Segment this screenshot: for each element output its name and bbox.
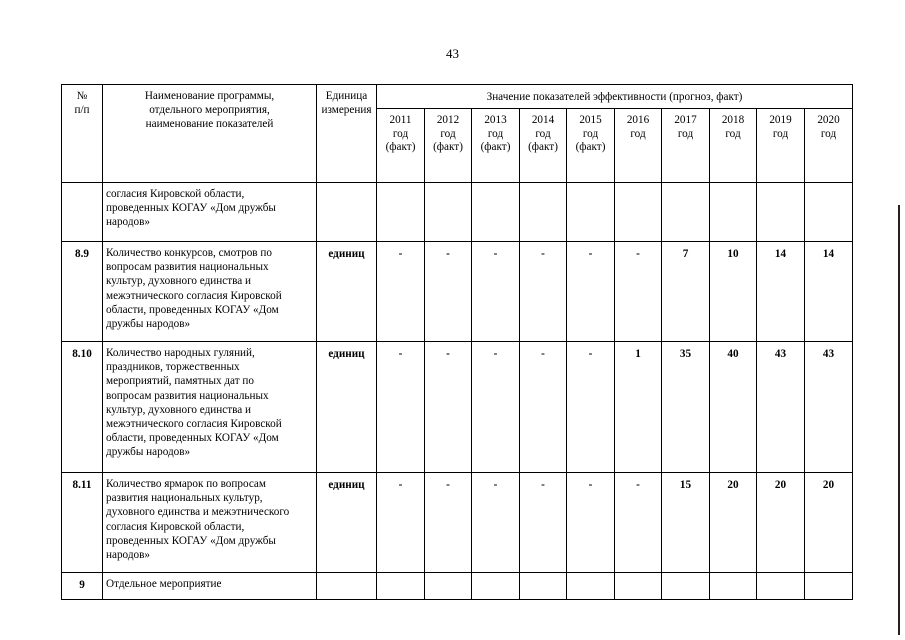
row-value-2020 [805, 573, 853, 600]
header-year-note: (факт) [385, 141, 416, 153]
header-year-note: (факт) [575, 141, 606, 153]
row-value-2014 [520, 573, 567, 600]
row-value-2018 [710, 573, 757, 600]
header-year-2018 [710, 109, 757, 183]
header-year-word: год [725, 127, 741, 140]
header-year-word: год [630, 127, 646, 140]
header-year-note: (факт) [480, 141, 511, 153]
header-year-note: (факт) [433, 141, 463, 153]
header-year-year: 2014 [531, 114, 555, 126]
row-value-2012: - [425, 342, 472, 473]
header-year-word: год [392, 127, 409, 140]
row-value-2015: - [567, 473, 615, 573]
header-year-year: 2018 [721, 114, 745, 126]
header-year-year: 2011 [389, 114, 412, 126]
row-value-2020: 43 [805, 342, 853, 473]
row-indicator-name: Отдельное мероприятие [103, 573, 317, 600]
row-value-2017: 15 [662, 473, 710, 573]
header-year-word: год [820, 127, 837, 140]
row-value-2013 [472, 183, 520, 242]
header-year-year: 2020 [817, 114, 840, 126]
row-value-2018: 40 [710, 342, 757, 473]
row-value-2013: - [472, 242, 520, 342]
header-year-2017 [662, 109, 710, 183]
row-value-2020: 20 [805, 473, 853, 573]
row-value-2015 [567, 183, 615, 242]
row-value-2017: 7 [662, 242, 710, 342]
header-values-title: Значение показателей эффективности (прогноз, факт) [377, 85, 853, 109]
row-value-2020: 14 [805, 242, 853, 342]
header-year-year: 2016 [626, 114, 650, 126]
row-value-2019: 14 [757, 242, 805, 342]
row-value-2012: - [425, 242, 472, 342]
header-year-2012 [425, 109, 472, 183]
row-value-2017: 35 [662, 342, 710, 473]
table-row [62, 242, 853, 342]
row-value-2014: - [520, 473, 567, 573]
row-value-2020 [805, 183, 853, 242]
row-value-2014 [520, 183, 567, 242]
row-value-2017 [662, 183, 710, 242]
row-value-2014: - [520, 242, 567, 342]
row-number: 8.9 [62, 242, 103, 342]
row-value-2014: - [520, 342, 567, 473]
row-unit [317, 573, 377, 600]
row-value-2013: - [472, 342, 520, 473]
header-year-year: 2015 [579, 114, 602, 126]
row-value-2018 [710, 183, 757, 242]
row-unit: единиц [317, 242, 377, 342]
header-name: Наименование программы, отдельного мероприятия, наименование показателей [103, 85, 317, 183]
header-year-2020 [805, 109, 853, 183]
row-value-2011: - [377, 242, 425, 342]
header-year-2019 [757, 109, 805, 183]
header-year-year: 2012 [436, 114, 460, 126]
row-indicator-name: согласия Кировской области, проведенных КОГАУ «Дом дружбы народов» [103, 183, 317, 242]
row-value-2015 [567, 573, 615, 600]
row-indicator-name: Количество ярмарок по вопросам развития национальных культур, духовного единства и межэтнического согласия Кировской области, проведенных КОГАУ «Дом дружбы народов» [103, 473, 317, 573]
row-value-2016 [615, 183, 662, 242]
row-number [62, 183, 103, 242]
row-value-2015: - [567, 342, 615, 473]
page-number: 43 [446, 46, 459, 61]
header-year-word: год [440, 127, 456, 140]
header-year-year: 2019 [769, 114, 792, 126]
row-value-2011: - [377, 473, 425, 573]
row-value-2016: - [615, 242, 662, 342]
table-body [62, 85, 853, 600]
table-row [62, 183, 853, 242]
scan-edge-mark [898, 205, 900, 635]
row-value-2016: - [615, 473, 662, 573]
row-value-2019 [757, 573, 805, 600]
header-year-2016 [615, 109, 662, 183]
row-value-2019: 20 [757, 473, 805, 573]
row-unit: единиц [317, 473, 377, 573]
header-year-word: год [535, 127, 551, 140]
header-year-2013 [472, 109, 520, 183]
row-value-2013 [472, 573, 520, 600]
row-value-2011: - [377, 342, 425, 473]
header-year-2014 [520, 109, 567, 183]
row-value-2012 [425, 183, 472, 242]
table-row [62, 342, 853, 473]
row-value-2018: 10 [710, 242, 757, 342]
header-year-word: год [487, 127, 504, 140]
performance-indicators-table [61, 84, 853, 600]
header-year-year: 2013 [484, 114, 507, 126]
row-number: 9 [62, 573, 103, 600]
header-year-note: (факт) [528, 141, 558, 153]
row-value-2012: - [425, 473, 472, 573]
header-unit: Единица измерения [317, 85, 377, 183]
header-year-word: год [677, 127, 694, 140]
row-value-2017 [662, 573, 710, 600]
table-row [62, 573, 853, 600]
row-value-2015: - [567, 242, 615, 342]
table-row [62, 473, 853, 573]
header-year-word: год [772, 127, 789, 140]
row-value-2019: 43 [757, 342, 805, 473]
row-value-2011 [377, 183, 425, 242]
header-year-2011 [377, 109, 425, 183]
header-year-word: год [582, 127, 599, 140]
header-row-top [62, 85, 853, 109]
row-number: 8.11 [62, 473, 103, 573]
row-indicator-name: Количество конкурсов, смотров по вопросам развития национальных культур, духовного единства и межэтнического согласия Кировской области, проведенных КОГАУ «Дом дружбы народов» [103, 242, 317, 342]
row-value-2011 [377, 573, 425, 600]
header-number: № п/п [62, 85, 103, 183]
row-value-2016 [615, 573, 662, 600]
row-value-2012 [425, 573, 472, 600]
header-year-year: 2017 [674, 114, 697, 126]
row-value-2016: 1 [615, 342, 662, 473]
row-number: 8.10 [62, 342, 103, 473]
row-unit [317, 183, 377, 242]
header-year-2015 [567, 109, 615, 183]
row-unit: единиц [317, 342, 377, 473]
row-value-2018: 20 [710, 473, 757, 573]
row-value-2013: - [472, 473, 520, 573]
row-value-2019 [757, 183, 805, 242]
row-indicator-name: Количество народных гуляний, праздников, торжественных мероприятий, памятных дат по вопросам развития национальных культур, духовного единства и межэтнического согласия Кировской области, проведенных КОГАУ «Дом дружбы народов» [103, 342, 317, 473]
